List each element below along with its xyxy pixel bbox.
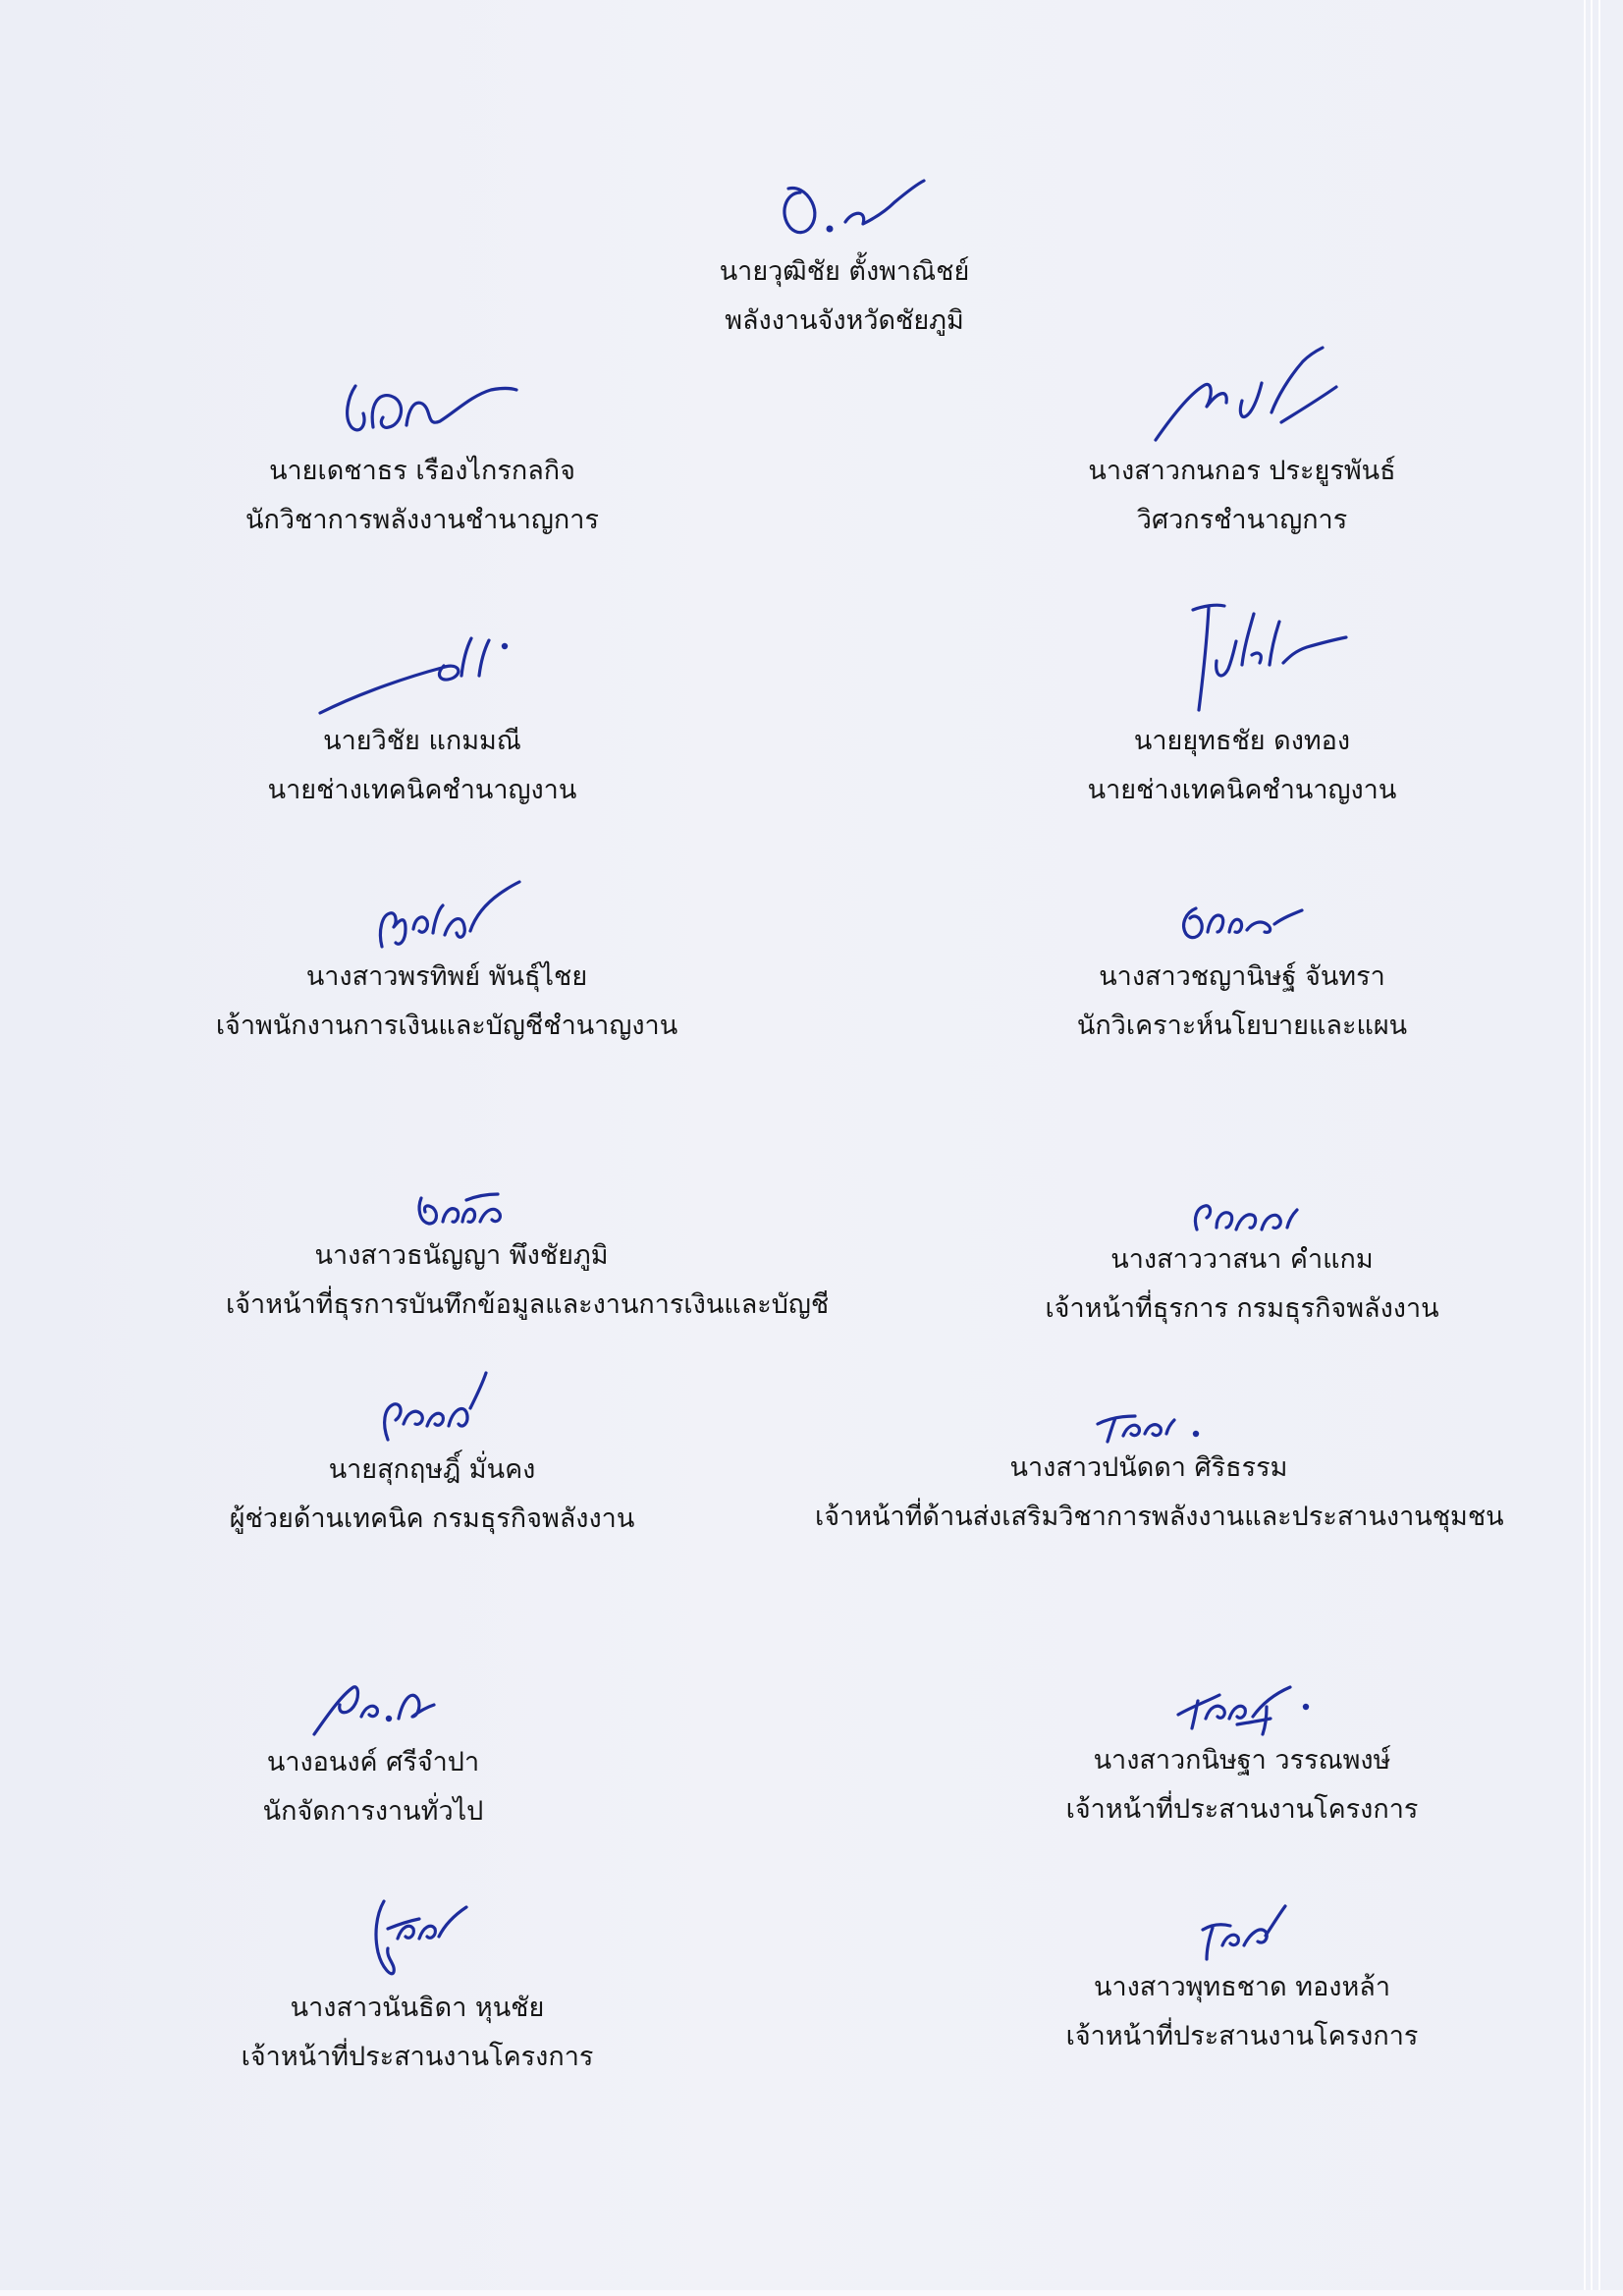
handwritten-signature [368, 1365, 496, 1446]
signatory-name: นายวุฒิชัย ตั้งพาณิชย์ [719, 256, 970, 287]
signatory-position: เจ้าหน้าที่ประสานงานโครงการ [1065, 1794, 1419, 1825]
signatory-position: ผู้ช่วยด้านเทคนิค กรมธุรกิจพลังงาน [229, 1503, 635, 1534]
signatory-name: นางสาวชญานิษฐ์ จันทรา [1099, 961, 1385, 992]
signature-block-pornthip [191, 874, 702, 1051]
signature-block-watthisak [628, 157, 1060, 346]
handwritten-signature [1168, 879, 1316, 953]
handwritten-signature [1090, 1394, 1208, 1444]
signatory-position: นายช่างเทคนิคชำนาญงาน [1087, 775, 1397, 805]
signature-block-yutthachai [1036, 594, 1448, 815]
signatory-name: นางสาวกนกอร ประยูรพันธ์ [1088, 456, 1396, 486]
signatory-position: นายช่างเทคนิคชำนาญงาน [267, 775, 577, 805]
handwritten-signature [358, 1886, 476, 1984]
handwritten-signature [407, 1178, 515, 1231]
signatory-position: นักวิชาการพลังงานชำนาญการ [245, 505, 599, 535]
signatory-position: เจ้าหน้าที่ธุรการบันทึกข้อมูลและงานการเงินและบัญชี [226, 1289, 830, 1320]
handwritten-signature [1134, 594, 1350, 717]
paper-edge [1598, 0, 1600, 2296]
signature-block-kanittha [1036, 1660, 1448, 1834]
paper-edge [1584, 0, 1586, 2296]
handwritten-signature [324, 358, 520, 447]
handwritten-signature [761, 157, 928, 247]
signatory-position: เจ้าหน้าที่ประสานงานโครงการ [1065, 2021, 1419, 2051]
handwritten-signature [304, 1660, 442, 1738]
handwritten-signature [314, 619, 530, 717]
signature-block-decha [216, 358, 628, 545]
handwritten-signature [1193, 1900, 1291, 1963]
signatory-name: นางสาวนันธิดา หุนชัย [290, 1993, 545, 2023]
signatory-position: เจ้าหน้าที่ธุรการ กรมธุรกิจพลังงาน [1045, 1293, 1439, 1324]
handwritten-signature [1144, 344, 1340, 447]
signature-block-phutthachat [1036, 1900, 1448, 2061]
signatory-name: นางสาวกนิษฐา วรรณพงษ์ [1093, 1745, 1391, 1776]
handwritten-signature [368, 874, 525, 953]
signature-block-panadda [815, 1394, 1504, 1542]
signatory-position: เจ้าหน้าที่ประสานงานโครงการ [241, 2042, 594, 2072]
signatory-position: นักจัดการงานทั่วไป [262, 1796, 484, 1827]
signatory-name: นายสุกฤษฎิ์ มั่นคง [328, 1454, 536, 1485]
signatory-name: นางสาวธนัญญา พึงชัยภูมิ [314, 1240, 609, 1271]
signatory-name: นางอนงค์ ศรีจำปา [266, 1747, 480, 1777]
signatory-position: วิศวกรชำนาญการ [1136, 505, 1348, 535]
signatory-name: นางสาววาสนา คำแกม [1110, 1244, 1374, 1275]
signatory-name: นายวิชัย แกมมณี [323, 726, 521, 756]
signature-block-wichai [216, 619, 628, 815]
signatory-name: นายยุทธชัย ดงทอง [1133, 726, 1351, 756]
handwritten-signature [1183, 1188, 1301, 1235]
signature-block-wasana [1036, 1188, 1448, 1334]
signatory-position: พลังงานจังหวัดชัยภูมิ [725, 305, 964, 336]
signature-block-thanyanya [226, 1178, 830, 1330]
signatory-position: เจ้าพนักงานการเงินและบัญชีชำนาญงาน [215, 1011, 678, 1041]
paper-edge [1591, 0, 1593, 2296]
signature-block-anong [177, 1660, 569, 1836]
signatory-name: นางสาวพุทธชาด ทองหล้า [1094, 1972, 1390, 2002]
signature-block-kanokorn [1036, 344, 1448, 545]
signatory-position: นักวิเคราะห์นโยบายและแผน [1076, 1011, 1408, 1041]
scan-bottom-strip [0, 2290, 1623, 2296]
signature-block-nanthida [211, 1886, 623, 2082]
handwritten-signature [1168, 1660, 1316, 1736]
signatory-name: นางสาวพรทิพย์ พันธุ์ไชย [305, 961, 588, 992]
signatory-position: เจ้าหน้าที่ด้านส่งเสริมวิชาการพลังงานและประสานงานชุมชน [815, 1502, 1504, 1532]
signatory-name: นายเดชาธร เรืองไกรกลกิจ [269, 456, 575, 486]
signatory-name: นางสาวปนัดดา ศิริธรรม [1009, 1452, 1288, 1483]
signature-block-sukrit [211, 1365, 653, 1544]
signature-block-chayanit [1036, 879, 1448, 1051]
